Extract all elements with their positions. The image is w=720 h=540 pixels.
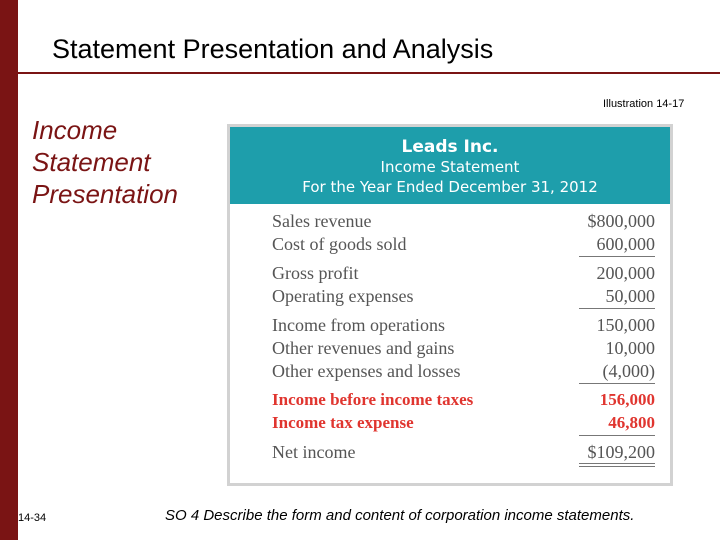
row-amount: 200,000 xyxy=(596,263,655,283)
statement-row xyxy=(230,284,670,306)
statement-period: For the Year Ended December 31, 2012 xyxy=(302,178,598,196)
page-number: 14-34 xyxy=(18,512,47,524)
statement-name: Income Statement xyxy=(380,158,520,176)
statement-body xyxy=(230,204,670,483)
title-divider xyxy=(18,72,720,74)
row-label: Other expenses and losses xyxy=(272,361,461,381)
statement-row xyxy=(230,232,670,254)
row-label: Income from operations xyxy=(272,315,445,335)
row-amount: 10,000 xyxy=(605,338,655,358)
row-label: Gross profit xyxy=(272,263,359,283)
side-heading-line: Income xyxy=(32,115,118,145)
company-name: Leads Inc. xyxy=(401,137,499,157)
income-statement xyxy=(227,124,673,486)
row-amount: 150,000 xyxy=(596,315,655,335)
row-amount: (4,000) xyxy=(602,361,655,381)
total-rule xyxy=(579,463,655,464)
left-accent-bar xyxy=(0,0,18,540)
illustration-label: Illustration 14-17 xyxy=(603,98,685,110)
side-heading-line: Presentation xyxy=(32,179,178,209)
row-label: Sales revenue xyxy=(272,211,372,231)
row-label: Net income xyxy=(272,442,356,462)
total-rule xyxy=(579,256,655,257)
total-rule xyxy=(579,383,655,384)
statement-row xyxy=(230,313,670,335)
statement-row xyxy=(230,336,670,358)
statement-header xyxy=(230,127,670,204)
slide-title: Statement Presentation and Analysis xyxy=(52,34,494,64)
row-amount: 50,000 xyxy=(605,286,655,306)
total-rule xyxy=(579,435,655,436)
side-heading-line: Statement xyxy=(32,147,151,177)
statement-row xyxy=(230,388,670,410)
statement-row xyxy=(230,359,670,381)
statement-row xyxy=(230,440,670,462)
row-label: Income tax expense xyxy=(272,413,414,432)
row-label: Other revenues and gains xyxy=(272,338,455,358)
side-heading xyxy=(32,114,222,210)
statement-row xyxy=(230,209,670,231)
row-label: Cost of goods sold xyxy=(272,234,407,254)
total-rule xyxy=(579,308,655,309)
row-amount: $800,000 xyxy=(587,211,655,231)
row-label: Income before income taxes xyxy=(272,390,474,409)
total-rule xyxy=(579,466,655,467)
row-label: Operating expenses xyxy=(272,286,414,306)
row-amount: 600,000 xyxy=(596,234,655,254)
row-amount: 46,800 xyxy=(608,413,655,432)
row-amount: $109,200 xyxy=(587,442,655,462)
statement-row xyxy=(230,411,670,433)
row-amount: 156,000 xyxy=(599,390,655,409)
statement-row xyxy=(230,261,670,283)
study-objective: SO 4 Describe the form and content of corporation income statements. xyxy=(165,507,635,524)
